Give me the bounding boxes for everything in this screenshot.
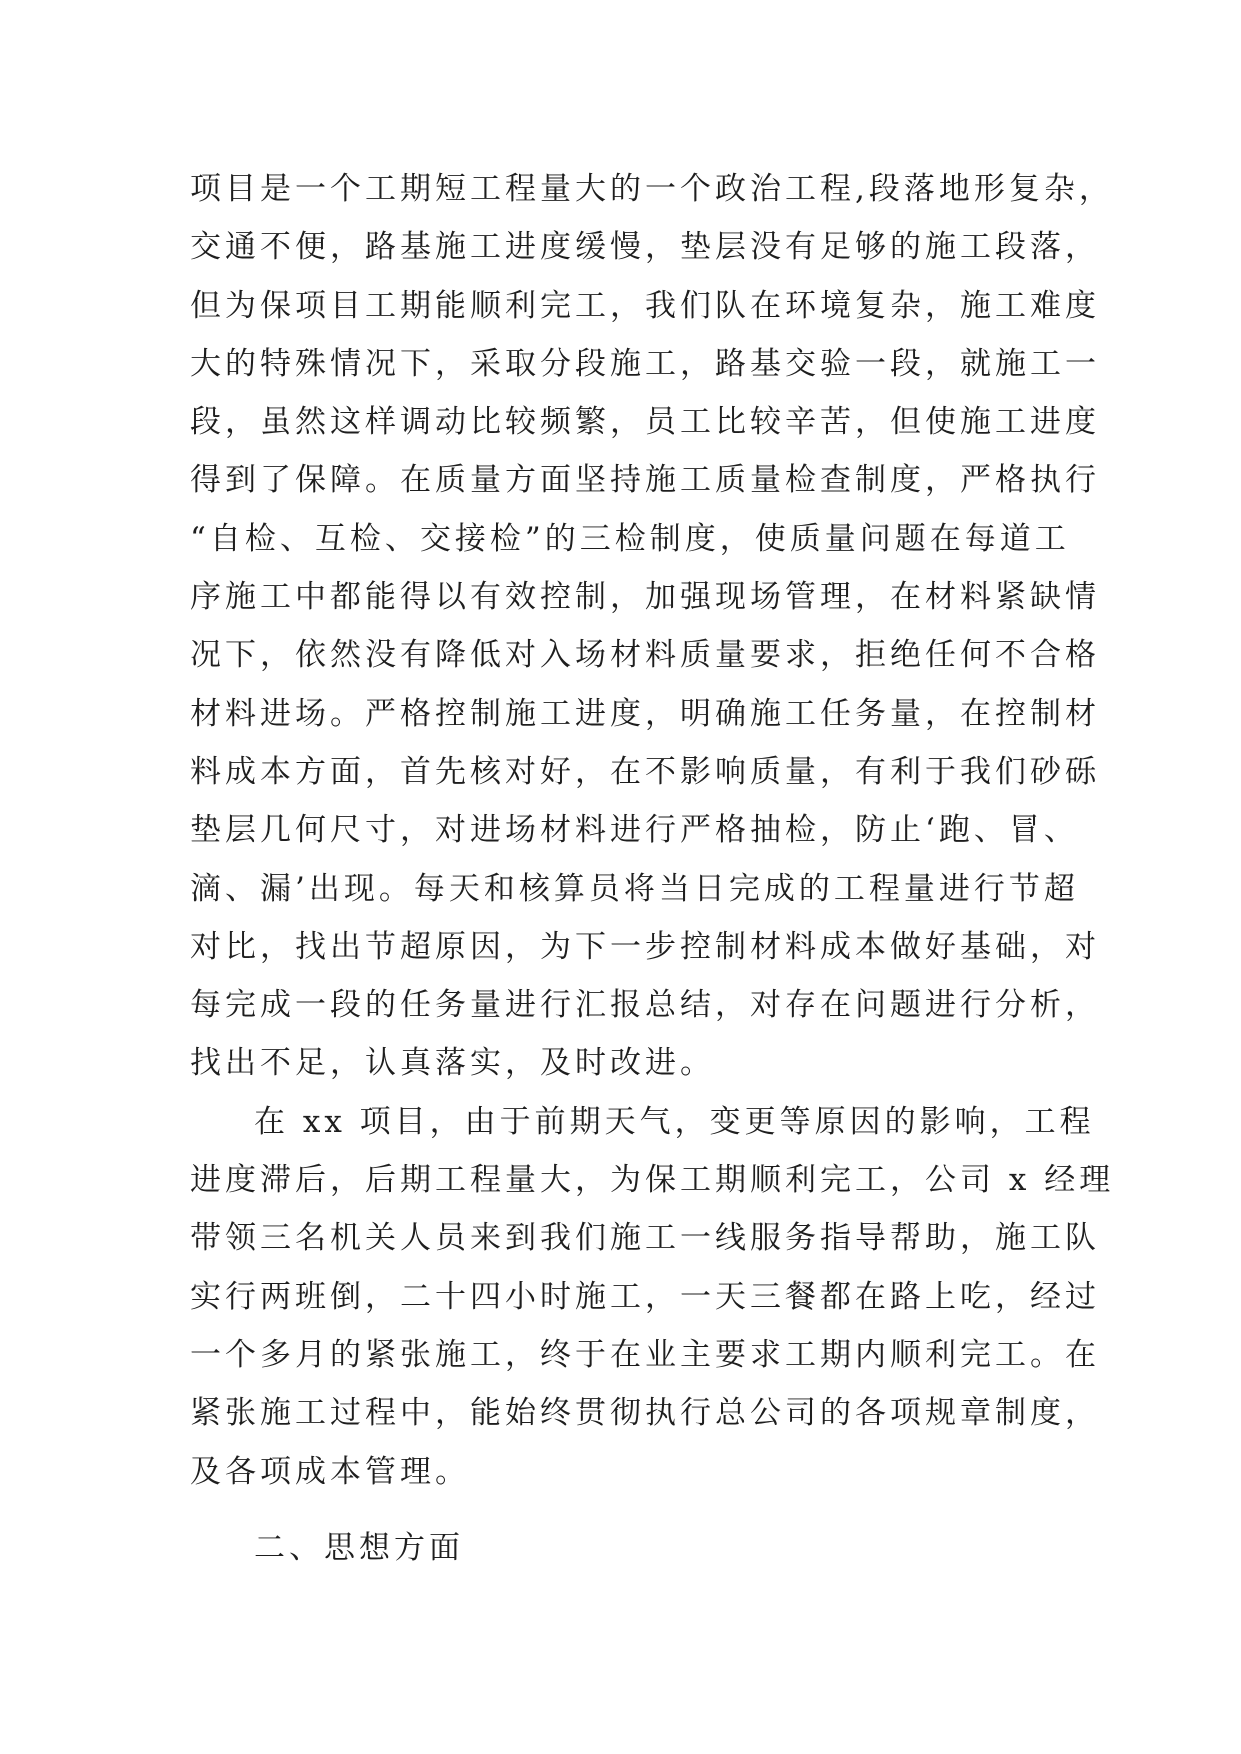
- text-line: 项目是一个工期短工程量大的一个政治工程,段落地形复杂，: [190, 171, 1114, 207]
- text-line: 带领三名机关人员来到我们施工一线服务指导帮助，施工队: [190, 1220, 1100, 1257]
- text-line: 滴、漏’出现。每天和核算员将当日完成的工程量进行节超: [190, 870, 1079, 907]
- text-line: 实行两班倒，二十四小时施工，一天三餐都在路上吃，经过: [190, 1278, 1100, 1315]
- text-line: 进度滞后，后期工程量大，为保工期顺利完工，公司 x 经理: [190, 1162, 1115, 1199]
- text-line: 及各项成本管理。: [190, 1453, 470, 1490]
- paragraph-xx-project: [190, 1093, 1115, 1501]
- text-line: 垫层几何尺寸，对进场材料进行严格抽检，防止‘跑、冒、: [190, 812, 1079, 849]
- text-line: 在 xx 项目，由于前期天气，变更等原因的影响，工程: [254, 1103, 1095, 1140]
- text-line: 找出不足，认真落实，及时改进。: [190, 1045, 715, 1082]
- text-line: 交通不便，路基施工进度缓慢，垫层没有足够的施工段落，: [190, 229, 1100, 266]
- document-body: [190, 160, 1115, 1577]
- text-line: 大的特殊情况下，采取分段施工，路基交验一段，就施工一: [190, 345, 1100, 382]
- text-line: 每完成一段的任务量进行汇报总结，对存在问题进行分析，: [190, 987, 1100, 1024]
- text-line: 紧张施工过程中，能始终贯彻执行总公司的各项规章制度，: [190, 1395, 1100, 1432]
- text-line: 一个多月的紧张施工，终于在业主要求工期内顺利完工。在: [190, 1336, 1100, 1373]
- text-line: 料成本方面，首先核对好，在不影响质量，有利于我们砂砾: [190, 753, 1100, 790]
- text-line: 序施工中都能得以有效控制，加强现场管理，在材料紧缺情: [190, 579, 1100, 616]
- text-line: 但为保项目工期能顺利完工，我们队在环境复杂，施工难度: [190, 287, 1100, 324]
- text-line: 得到了保障。在质量方面坚持施工质量检查制度，严格执行: [190, 462, 1100, 499]
- text-line: “自检、互检、交接检”的三检制度，使质量问题在每道工: [190, 520, 1070, 557]
- spacer: [190, 1501, 1090, 1519]
- text-line: 材料进场。严格控制施工进度，明确施工任务量，在控制材: [190, 695, 1100, 732]
- text-line: 况下，依然没有降低对入场材料质量要求，拒绝任何不合格: [190, 637, 1100, 674]
- text-line: 对比，找出节超原因，为下一步控制材料成本做好基础，对: [190, 928, 1100, 965]
- section-heading: 二、思想方面: [254, 1529, 464, 1566]
- text-line: 段，虽然这样调动比较频繁，员工比较辛苦，但使施工进度: [190, 404, 1100, 441]
- paragraph-construction-progress: [190, 160, 1114, 1093]
